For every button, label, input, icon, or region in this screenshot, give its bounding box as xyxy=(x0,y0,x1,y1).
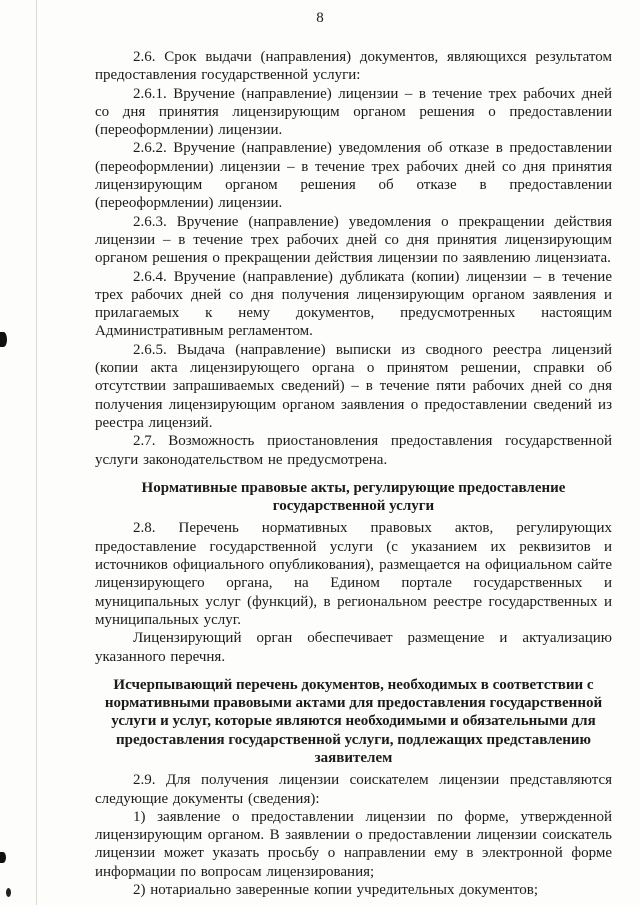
scan-artifact-line xyxy=(36,0,37,905)
paragraph-2-6-1: 2.6.1. Вручение (направление) лицензии – в течение трех рабочих дней со дня принятия лицензирующим органом решения о предоставлении (переоформлении) лицензии. xyxy=(95,85,612,139)
page-number: 8 xyxy=(316,10,324,26)
paragraph-licensing-body: Лицензирующий орган обеспечивает размещение и актуализацию указанного перечня. xyxy=(95,630,612,665)
paragraph-2-6-4: 2.6.4. Вручение (направление) дубликата (копии) лицензии – в течение трех рабочих дней со дня получения лицензирующим органом заявления и прилагаемых к нему документов, предусмотренных настоящим Административным регламентом. xyxy=(95,268,612,340)
paragraph-2-8: 2.8. Перечень нормативных правовых актов, регулирующих предоставление государственной услуги (с указанием их реквизитов и источников официального опубликования), размещается на официальном сайте лицензирующего органа, на Едином портале государственных и муниципальных услуг (функций), в региональном реестре государственных и муниципальных услуг. xyxy=(95,520,612,628)
scan-artifact-blot xyxy=(0,852,6,863)
document-content xyxy=(95,48,612,899)
paragraph-2-6-2: 2.6.2. Вручение (направление) уведомления об отказе в предоставлении (переоформлении) лицензии – в течение трех рабочих дней со дня принятия лицензирующим органом решения об отказе в предоставлении (переоформлении) лицензии. xyxy=(95,140,612,212)
paragraph-item-2: 2) нотариально заверенные копии учредительных документов; xyxy=(133,882,539,899)
paragraph-2-7: 2.7. Возможность приостановления предоставления государственной услуги законодательством не предусмотрена. xyxy=(95,433,612,468)
paragraph-2-6-5: 2.6.5. Выдача (направление) выписки из сводного реестра лицензий (копии акта лицензирующего органа о принятом решении, справки об отсутствии запрашиваемых сведений) – в течение пяти рабочих дней со дня получения лицензирующим органом заявления о предоставлении сведений из реестра лицензий. xyxy=(95,341,612,431)
paragraph-2-6-3: 2.6.3. Вручение (направление) уведомления о прекращении действия лицензии – в течение трех рабочих дней со дня принятия лицензирующим органом решения о прекращении действия лицензии по заявлению лицензиата. xyxy=(95,213,612,267)
paragraph-2-9: 2.9. Для получения лицензии соискателем лицензии представляются следующие документы (сведения): xyxy=(95,772,612,807)
section-heading-normative-acts: Нормативные правовые акты, регулирующие предоставление государственной услуги xyxy=(141,479,566,515)
scan-artifact-blot xyxy=(0,332,7,347)
scan-artifact-blot xyxy=(6,888,11,897)
section-heading-documents-list: Исчерпывающий перечень документов, необходимых в соответствии с нормативными правовыми актами для предоставления государственной услуги и услуг, которые являются необходимыми и обязательными для предоставления государственной услуги, подлежащих представлению заявителем xyxy=(104,676,603,766)
paragraph-2-6: 2.6. Срок выдачи (направления) документов, являющихся результатом предоставления государственной услуги: xyxy=(95,49,612,84)
paragraph-item-1: 1) заявление о предоставлении лицензии по форме, утвержденной лицензирующим органом. В заявлении о предоставлении лицензии соискатель лицензии может указать просьбу о направлении ему в электронной форме информации по вопросам лицензирования; xyxy=(95,808,612,880)
